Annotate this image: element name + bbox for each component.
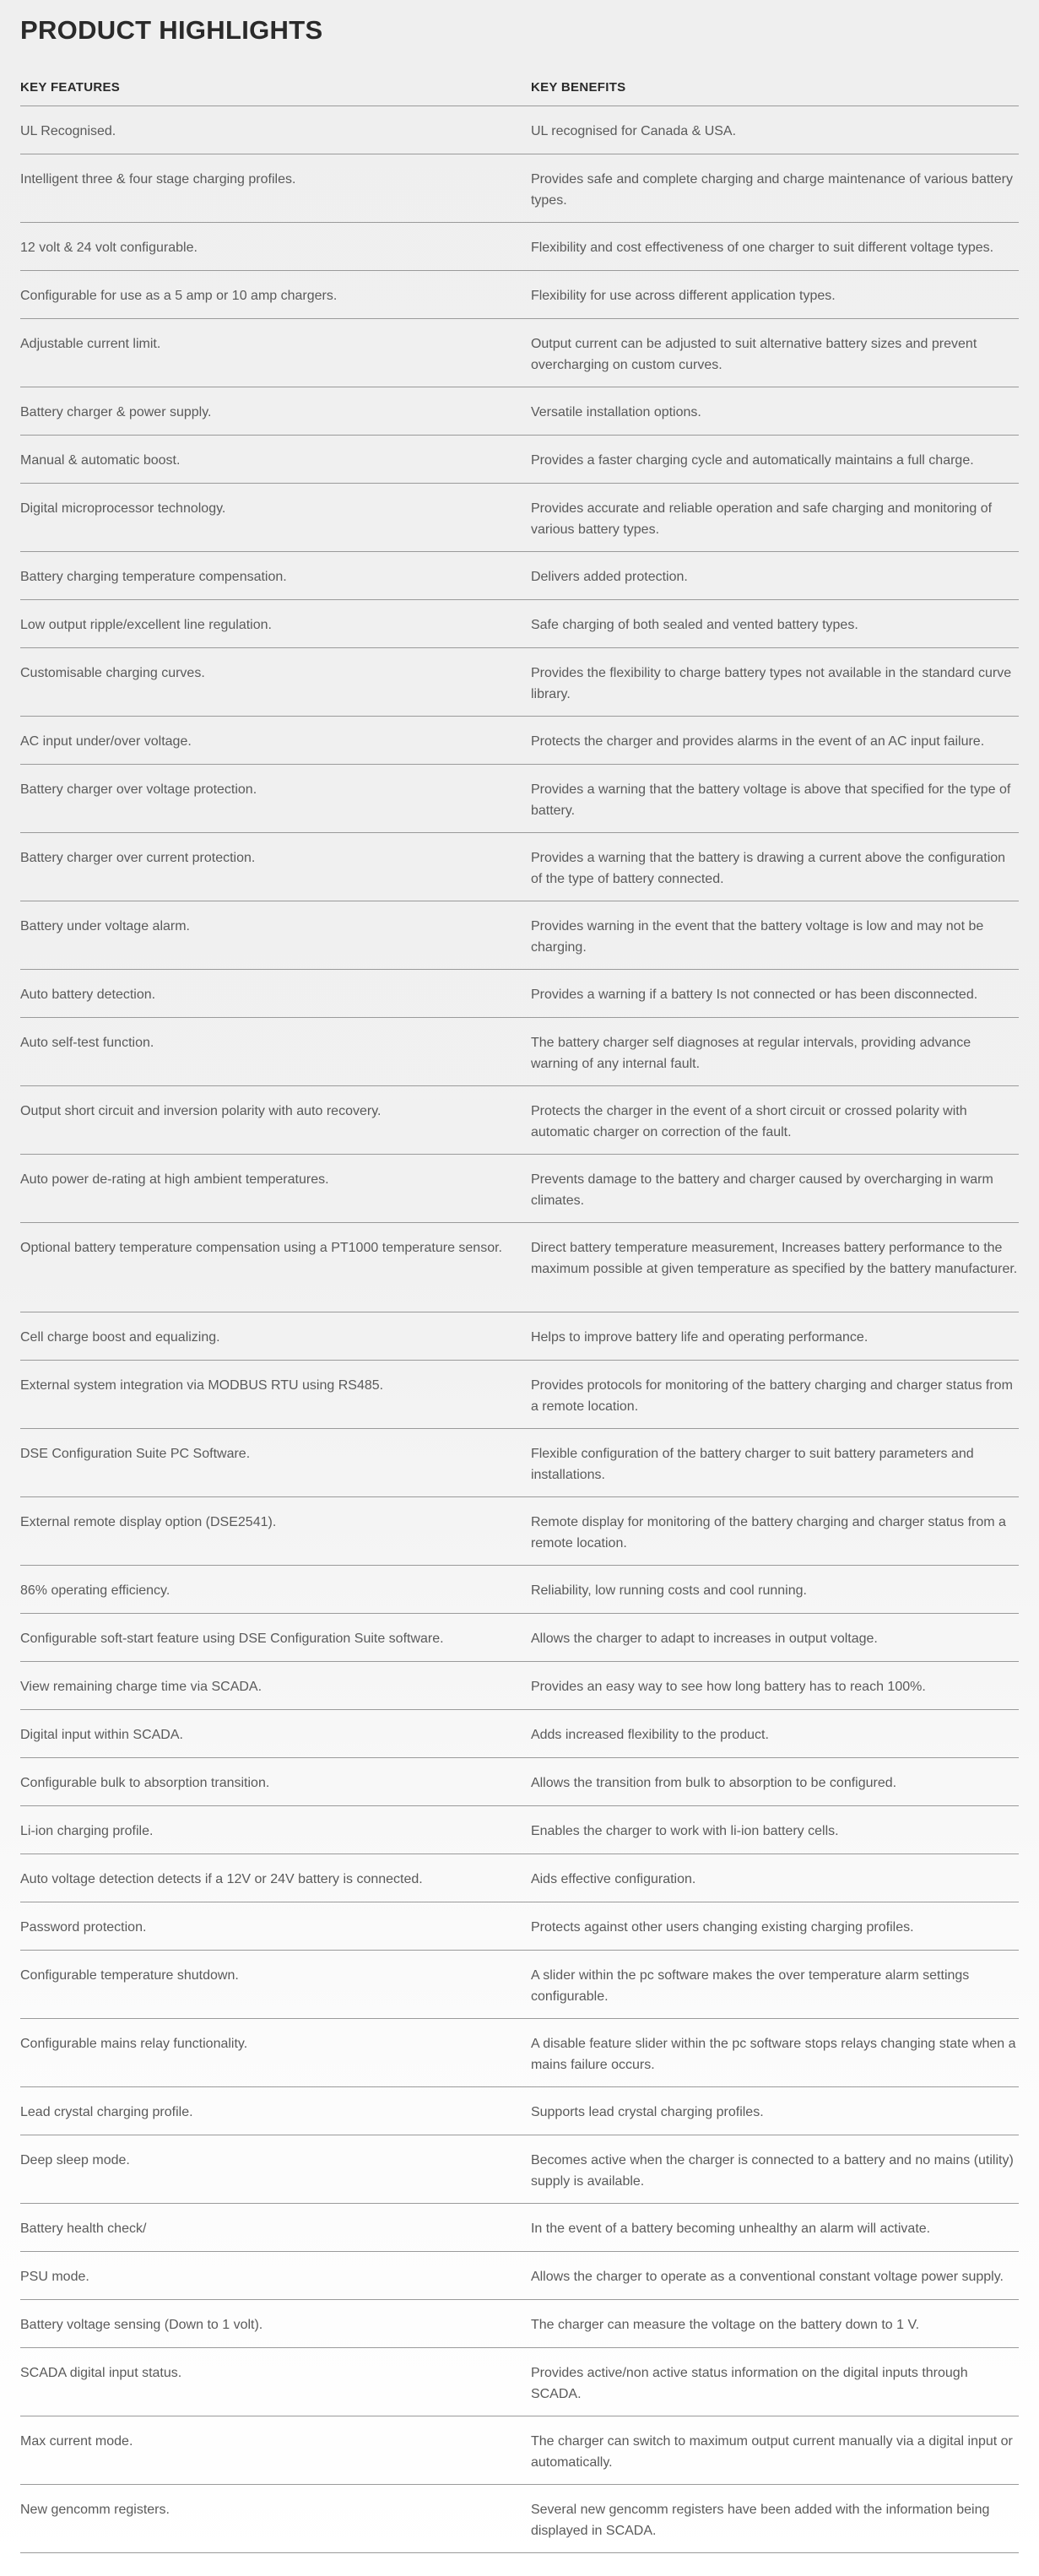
benefit-cell: The charger can switch to maximum output current manually via a digital input or automatically.	[530, 2434, 1013, 2470]
benefit-cell: Flexible configuration of the battery charger to suit battery parameters and installations.	[530, 1447, 974, 1482]
feature-cell: Configurable for use as a 5 amp or 10 amp chargers.	[20, 289, 338, 303]
table-row	[20, 106, 1019, 154]
benefit-cell: Provides the flexibility to charge battery types not available in the standard curve library.	[530, 666, 1012, 701]
benefit-cell: In the event of a battery becoming unhealthy an alarm will activate.	[530, 2222, 931, 2236]
feature-cell: Cell charge boost and equalizing.	[20, 1330, 220, 1345]
benefit-cell: Provides a warning that the battery voltage is above that specified for the type of battery.	[530, 782, 1011, 818]
benefit-cell: Flexibility and cost effectiveness of one charger to suit different voltage types.	[530, 241, 994, 255]
feature-cell: Battery charging temperature compensation.	[20, 570, 287, 584]
benefit-cell: Prevents damage to the battery and charger caused by overcharging in warm climates.	[530, 1172, 993, 1208]
table-row	[20, 2416, 1019, 2485]
benefit-cell: A disable feature slider within the pc software stops relays changing state when a mains failure occurs.	[530, 2037, 1016, 2072]
feature-cell: External remote display option (DSE2541).	[20, 1515, 277, 1529]
feature-cell: Configurable soft-start feature using DSE Configuration Suite software.	[20, 1632, 444, 1646]
benefit-cell: Remote display for monitoring of the battery charging and charger status from a remote location.	[530, 1515, 1006, 1550]
benefit-cell: Protects the charger in the event of a short circuit or crossed polarity with automatic charger on correction of the fault.	[530, 1104, 967, 1139]
table-row	[20, 1497, 1019, 1566]
benefit-cell: Enables the charger to work with li-ion battery cells.	[530, 1824, 839, 1838]
table-row	[20, 901, 1019, 970]
table-row	[20, 717, 1019, 765]
table-row	[20, 1223, 1019, 1312]
table-row	[20, 1806, 1019, 1854]
benefit-cell: Flexibility for use across different application types.	[530, 289, 836, 303]
benefit-cell: Provides active/non active status information on the digital inputs through SCADA.	[530, 2366, 968, 2401]
table-row	[20, 2204, 1019, 2252]
table-row	[20, 2348, 1019, 2416]
feature-cell: Battery voltage sensing (Down to 1 volt).	[20, 2318, 263, 2332]
feature-cell: Lead crystal charging profile.	[20, 2105, 193, 2119]
feature-cell: Customisable charging curves.	[20, 666, 205, 680]
highlights-table	[20, 81, 1019, 2553]
feature-cell: DSE Configuration Suite PC Software.	[20, 1447, 251, 1461]
table-row	[20, 1951, 1019, 2019]
benefit-cell: Adds increased flexibility to the product.	[530, 1728, 769, 1742]
table-row	[20, 2485, 1019, 2553]
table-row	[20, 1854, 1019, 1902]
table-row	[20, 436, 1019, 484]
table-row	[20, 1086, 1019, 1155]
feature-cell: Digital input within SCADA.	[20, 1728, 183, 1742]
benefit-cell: Aids effective configuration.	[530, 1872, 696, 1886]
table-row	[20, 1902, 1019, 1951]
feature-cell: Auto battery detection.	[20, 988, 156, 1002]
table-row	[20, 2135, 1019, 2204]
table-row	[20, 1155, 1019, 1223]
table-row	[20, 1662, 1019, 1710]
feature-cell: 86% operating efficiency.	[20, 1583, 170, 1598]
table-row	[20, 387, 1019, 436]
feature-cell: Battery under voltage alarm.	[20, 919, 190, 934]
feature-cell: Auto power de-rating at high ambient temperatures.	[20, 1172, 329, 1187]
feature-cell: New gencomm registers.	[20, 2503, 170, 2517]
feature-cell: Optional battery temperature compensation using a PT1000 temperature sensor.	[20, 1241, 502, 1255]
benefit-cell: Allows the transition from bulk to absorption to be configured.	[530, 1776, 897, 1790]
table-row	[20, 600, 1019, 648]
table-row	[20, 970, 1019, 1018]
benefit-cell: Provides a warning if a battery Is not connected or has been disconnected.	[530, 988, 978, 1002]
benefit-cell: Safe charging of both sealed and vented battery types.	[530, 618, 858, 632]
feature-cell: Low output ripple/excellent line regulation.	[20, 618, 272, 632]
benefit-cell: Provides safe and complete charging and charge maintenance of various battery types.	[530, 172, 1013, 208]
table-row	[20, 1566, 1019, 1614]
feature-cell: SCADA digital input status.	[20, 2366, 182, 2380]
column-header-benefits: KEY BENEFITS	[530, 80, 626, 95]
feature-cell: Password protection.	[20, 1920, 147, 1935]
benefit-cell: Versatile installation options.	[530, 405, 701, 419]
benefit-cell: Supports lead crystal charging profiles.	[530, 2105, 764, 2119]
benefit-cell: Delivers added protection.	[530, 570, 688, 584]
feature-cell: Output short circuit and inversion polarity with auto recovery.	[20, 1104, 382, 1118]
table-row	[20, 2300, 1019, 2348]
table-row	[20, 1018, 1019, 1086]
benefit-cell: UL recognised for Canada & USA.	[530, 124, 737, 138]
feature-cell: Deep sleep mode.	[20, 2153, 130, 2167]
benefit-cell: Allows the charger to operate as a conventional constant voltage power supply.	[530, 2270, 1004, 2284]
feature-cell: Battery charger over voltage protection.	[20, 782, 257, 797]
table-row	[20, 2252, 1019, 2300]
feature-cell: Li-ion charging profile.	[20, 1824, 154, 1838]
table-row	[20, 648, 1019, 717]
page-title: PRODUCT HIGHLIGHTS	[20, 15, 323, 45]
table-row	[20, 484, 1019, 552]
feature-cell: PSU mode.	[20, 2270, 89, 2284]
table-row	[20, 271, 1019, 319]
benefit-cell: A slider within the pc software makes the over temperature alarm settings configurable.	[530, 1968, 970, 2004]
table-row	[20, 552, 1019, 600]
feature-cell: External system integration via MODBUS RTU using RS485.	[20, 1378, 384, 1393]
feature-cell: 12 volt & 24 volt configurable.	[20, 241, 198, 255]
table-row	[20, 1710, 1019, 1758]
column-header-features: KEY FEATURES	[20, 80, 121, 95]
benefit-cell: Direct battery temperature measurement, Increases battery performance to the maximum possible at given temperature as specified by the battery manufacturer.	[530, 1241, 1018, 1276]
table-row	[20, 1429, 1019, 1497]
benefit-cell: The battery charger self diagnoses at regular intervals, providing advance warning of any internal fault.	[530, 1036, 971, 1071]
table-row	[20, 1361, 1019, 1429]
table-row	[20, 1758, 1019, 1806]
feature-cell: Auto voltage detection detects if a 12V or 24V battery is connected.	[20, 1872, 423, 1886]
benefit-cell: Provides a faster charging cycle and automatically maintains a full charge.	[530, 453, 974, 468]
feature-cell: AC input under/over voltage.	[20, 734, 192, 749]
table-header-row	[20, 81, 1019, 106]
feature-cell: Battery health check/	[20, 2222, 147, 2236]
table-row	[20, 1312, 1019, 1361]
benefit-cell: Provides a warning that the battery is drawing a current above the configuration of the type of battery connected.	[530, 851, 1006, 886]
feature-cell: Adjustable current limit.	[20, 337, 161, 351]
table-row	[20, 833, 1019, 901]
table-row	[20, 765, 1019, 833]
table-row	[20, 2087, 1019, 2135]
benefit-cell: Helps to improve battery life and operating performance.	[530, 1330, 869, 1345]
table-row	[20, 154, 1019, 223]
table-row	[20, 1614, 1019, 1662]
feature-cell: Configurable mains relay functionality.	[20, 2037, 248, 2051]
feature-cell: UL Recognised.	[20, 124, 116, 138]
benefit-cell: Several new gencomm registers have been added with the information being displayed in SCADA.	[530, 2503, 990, 2538]
feature-cell: View remaining charge time via SCADA.	[20, 1680, 262, 1694]
feature-cell: Battery charger over current protection.	[20, 851, 256, 865]
benefit-cell: Protects the charger and provides alarms in the event of an AC input failure.	[530, 734, 985, 749]
benefit-cell: Provides protocols for monitoring of the battery charging and charger status from a remote location.	[530, 1378, 1013, 1414]
benefit-cell: Output current can be adjusted to suit alternative battery sizes and prevent overcharging on custom curves.	[530, 337, 977, 372]
benefit-cell: Provides an easy way to see how long battery has to reach 100%.	[530, 1680, 926, 1694]
feature-cell: Max current mode.	[20, 2434, 133, 2449]
feature-cell: Configurable temperature shutdown.	[20, 1968, 239, 1983]
feature-cell: Auto self-test function.	[20, 1036, 154, 1050]
table-row	[20, 2019, 1019, 2087]
benefit-cell: Reliability, low running costs and cool running.	[530, 1583, 807, 1598]
benefit-cell: Provides warning in the event that the battery voltage is low and may not be charging.	[530, 919, 984, 955]
benefit-cell: Becomes active when the charger is connected to a battery and no mains (utility) supply is available.	[530, 2153, 1014, 2189]
benefit-cell: Allows the charger to adapt to increases in output voltage.	[530, 1632, 878, 1646]
table-row	[20, 223, 1019, 271]
feature-cell: Digital microprocessor technology.	[20, 501, 226, 516]
benefit-cell: Provides accurate and reliable operation and safe charging and monitoring of various battery types.	[530, 501, 993, 537]
table-row	[20, 319, 1019, 387]
feature-cell: Battery charger & power supply.	[20, 405, 212, 419]
feature-cell: Configurable bulk to absorption transition.	[20, 1776, 270, 1790]
benefit-cell: Protects against other users changing existing charging profiles.	[530, 1920, 914, 1935]
feature-cell: Intelligent three & four stage charging profiles.	[20, 172, 296, 187]
benefit-cell: The charger can measure the voltage on the battery down to 1 V.	[530, 2318, 920, 2332]
feature-cell: Manual & automatic boost.	[20, 453, 181, 468]
